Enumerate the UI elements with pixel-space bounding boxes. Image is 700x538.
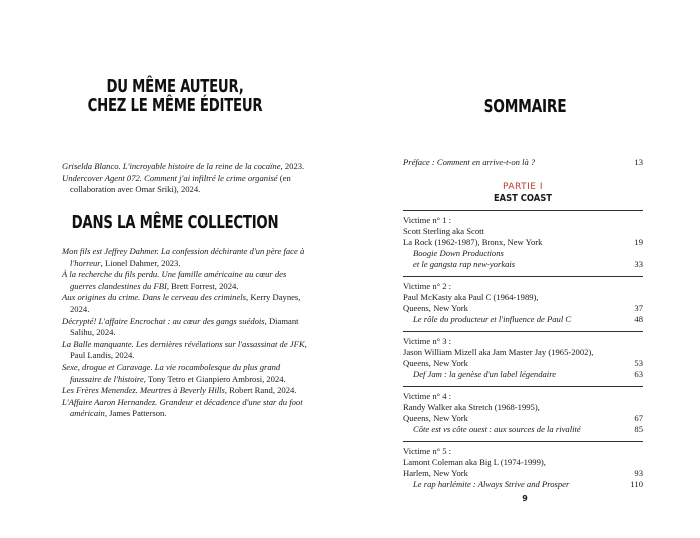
book-entry bbox=[62, 397, 307, 420]
collection-heading: DANS LA MÊME COLLECTION bbox=[71, 212, 279, 233]
page-ref bbox=[619, 347, 643, 358]
page-ref bbox=[619, 292, 643, 303]
victim-line-text: Scott Sterling aka Scott bbox=[403, 226, 484, 236]
page-ref bbox=[619, 402, 643, 413]
preface-entry[interactable] bbox=[403, 157, 643, 168]
victim-line-text: Queens, New York bbox=[403, 358, 468, 368]
book-details: , Paul Landis, 2024. bbox=[70, 338, 307, 361]
divider bbox=[403, 210, 643, 211]
victim-line-text: La Rock (1962-1987), Bronx, New York bbox=[403, 237, 543, 247]
victim-line-text: Harlem, New York bbox=[403, 468, 468, 478]
victim-label: Victime n° 1 : bbox=[403, 215, 452, 225]
victim-list bbox=[403, 210, 643, 490]
subsection-line[interactable] bbox=[403, 369, 643, 380]
book-details: , Lionel Dahmer, 2023. bbox=[100, 257, 181, 268]
partie-header bbox=[403, 182, 643, 204]
book-details: , James Patterson. bbox=[104, 408, 167, 419]
victim-label: Victime n° 5 : bbox=[403, 446, 452, 456]
subsection-line[interactable] bbox=[403, 259, 643, 270]
book-entry bbox=[62, 173, 307, 196]
subsection-text: Le rap harlémite : Always Strive and Prosper bbox=[413, 479, 570, 489]
book-entry bbox=[62, 385, 307, 397]
collection-book-list bbox=[62, 246, 307, 420]
divider bbox=[403, 331, 643, 332]
author-heading-line-1: DU MÊME AUTEUR, bbox=[106, 76, 244, 97]
book-details: , Brett Forrest, 2024. bbox=[166, 280, 239, 291]
page-ref bbox=[619, 226, 643, 237]
book-title: La Balle manquante. Les dernières révélations sur l'assassinat de JFK bbox=[62, 338, 305, 349]
book-title: L'Affaire Aaron Hernandez. Grandeur et décadence d'une star du foot américain bbox=[62, 396, 303, 419]
subsection-text: Boogie Down Productions bbox=[413, 248, 504, 258]
page-ref: 37 bbox=[634, 303, 643, 313]
victim-line-text: Queens, New York bbox=[403, 413, 468, 423]
book-title: Les Frères Menendez. Meurtres à Beverly Hills bbox=[62, 385, 225, 396]
book-details: , 2023. bbox=[280, 161, 305, 171]
victim-line bbox=[403, 402, 643, 413]
sommaire-heading: SOMMAIRE bbox=[483, 96, 567, 117]
page-ref: 63 bbox=[634, 369, 643, 379]
author-heading-line-2: CHEZ LE MÊME ÉDITEUR bbox=[87, 95, 263, 116]
preface-page: 13 bbox=[634, 157, 643, 167]
book-title: Undercover Agent 072. Comment j'ai infiltré le crime organisé bbox=[62, 172, 278, 183]
page-ref bbox=[619, 457, 643, 468]
author-heading bbox=[32, 77, 319, 115]
book-details: , Diamant Salihu, 2024. bbox=[70, 315, 299, 338]
book-entry bbox=[62, 269, 307, 292]
page-ref: 53 bbox=[634, 358, 643, 368]
victim-label: Victime n° 4 : bbox=[403, 391, 452, 401]
subsection-line[interactable] bbox=[403, 424, 643, 435]
victim-line bbox=[403, 468, 643, 479]
subsection-text: Def Jam : la genèse d'un label légendaire bbox=[413, 369, 557, 379]
victim-line bbox=[403, 413, 643, 424]
book-entry bbox=[62, 339, 307, 362]
author-book-list bbox=[62, 161, 307, 196]
victim-line-text: Jason William Mizell aka Jam Master Jay (1965-2002), bbox=[403, 347, 594, 357]
victim-line bbox=[403, 358, 643, 369]
victim-line bbox=[403, 292, 643, 303]
book-title: Sexe, drogue et Caravage. La vie rocambolesque du plus grand faussaire de l'histoire bbox=[62, 361, 281, 384]
divider bbox=[403, 276, 643, 277]
page-ref: 67 bbox=[634, 413, 643, 423]
book-title: Décrypté! L'affaire Encrochat : au cœur des gangs suédois bbox=[62, 315, 265, 326]
table-of-contents bbox=[403, 157, 643, 490]
book-title: Griselda Blanco. L'incroyable histoire de la reine de la cocaïne bbox=[62, 161, 281, 171]
victim-entry[interactable] bbox=[403, 391, 643, 435]
victim-label: Victime n° 3 : bbox=[403, 336, 452, 346]
victim-entry[interactable] bbox=[403, 215, 643, 270]
subsection-text: et le gangsta rap new-yorkais bbox=[413, 259, 516, 269]
right-page bbox=[350, 0, 700, 538]
book-details: , Robert Rand, 2024. bbox=[224, 385, 297, 396]
page-ref: 110 bbox=[630, 479, 643, 489]
partie-title: EAST COAST bbox=[493, 193, 553, 204]
victim-entry[interactable] bbox=[403, 281, 643, 325]
victim-line bbox=[403, 347, 643, 358]
book-entry bbox=[62, 246, 307, 269]
book-entry bbox=[62, 292, 307, 315]
page-ref: 48 bbox=[634, 314, 643, 324]
book-entry bbox=[62, 316, 307, 339]
page-number: 9 bbox=[522, 494, 528, 503]
page-ref: 19 bbox=[634, 237, 643, 247]
victim-line-text: Paul McKasty aka Paul C (1964-1989), bbox=[403, 292, 539, 302]
book-title: Mon fils est Jeffrey Dahmer. La confession déchirante d'un père face à l'horreur bbox=[62, 246, 305, 268]
page-ref bbox=[619, 248, 643, 259]
subsection-text: Le rôle du producteur et l'influence de Paul C bbox=[413, 314, 572, 324]
victim-line bbox=[403, 226, 643, 237]
book-entry bbox=[62, 161, 307, 173]
page-ref: 93 bbox=[634, 468, 643, 478]
victim-line bbox=[403, 303, 643, 314]
victim-entry[interactable] bbox=[403, 336, 643, 380]
victim-line bbox=[403, 457, 643, 468]
page-ref: 33 bbox=[634, 259, 643, 269]
book-entry bbox=[62, 362, 307, 385]
partie-number: PARTIE I bbox=[503, 182, 543, 192]
book-title: À la recherche du fils perdu. Une famille américaine au cœur des guerres clandestines du FBI bbox=[62, 269, 287, 291]
victim-line bbox=[403, 237, 643, 248]
subsection-text: Côte est vs côte ouest : aux sources de la rivalité bbox=[413, 424, 581, 434]
victim-line-text: Queens, New York bbox=[403, 303, 468, 313]
victim-line-text: Randy Walker aka Stretch (1968-1995), bbox=[403, 402, 540, 412]
subsection-line[interactable] bbox=[403, 248, 643, 259]
victim-label: Victime n° 2 : bbox=[403, 281, 452, 291]
book-details: , Tony Tetro et Gianpiero Ambrosi, 2024. bbox=[143, 373, 286, 384]
preface-text: Préface : Comment en arrive-t-on là ? bbox=[403, 157, 536, 167]
subsection-line[interactable] bbox=[403, 479, 643, 490]
book-title: Aux origines du crime. Dans le cerveau des criminels bbox=[62, 292, 247, 303]
victim-entry[interactable] bbox=[403, 446, 643, 490]
victim-line-text: Lamont Coleman aka Big L (1974-1999), bbox=[403, 457, 546, 467]
subsection-line[interactable] bbox=[403, 314, 643, 325]
book-details: , Kerry Daynes, 2024. bbox=[70, 292, 301, 314]
divider bbox=[403, 386, 643, 387]
book-details: (en collaboration avec Omar Sriki), 2024. bbox=[70, 172, 291, 195]
page-ref: 85 bbox=[634, 424, 643, 434]
divider bbox=[403, 441, 643, 442]
